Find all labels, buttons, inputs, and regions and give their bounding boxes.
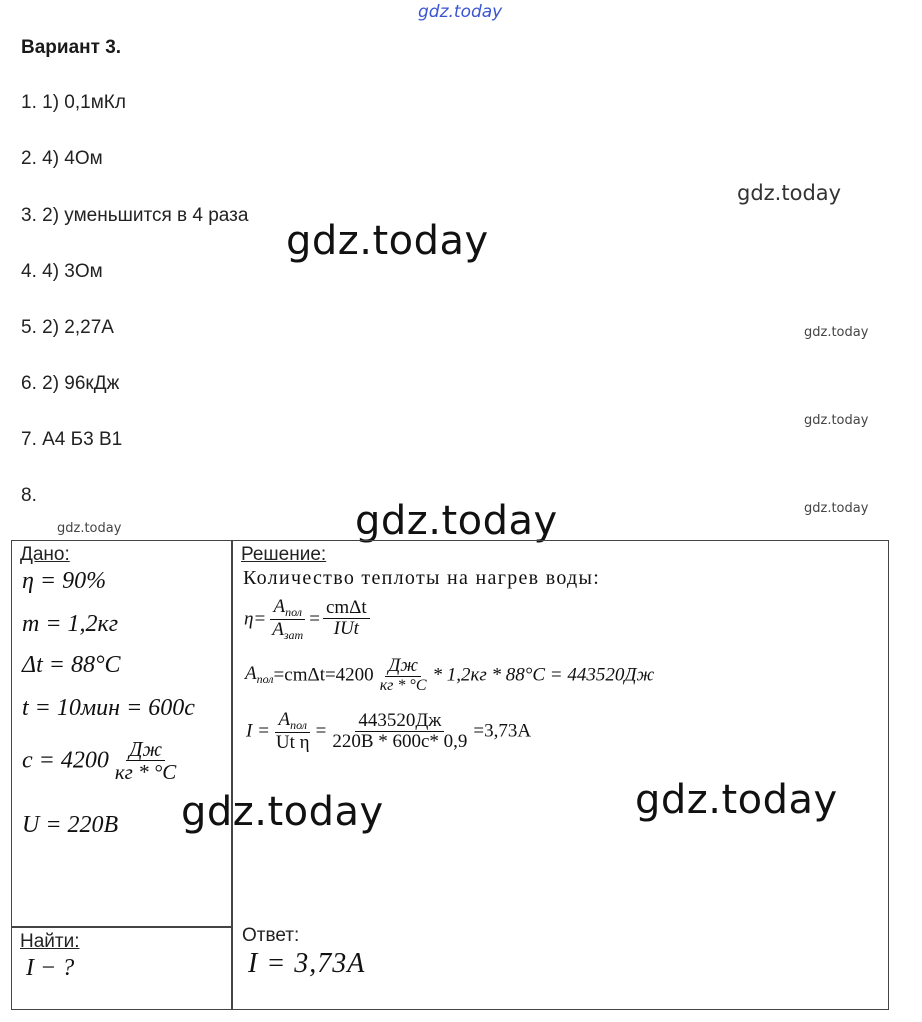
answer-label: Ответ: — [242, 925, 300, 946]
given-c-fraction — [112, 738, 179, 784]
formula-d-den: 220В * 600с* 0,9 — [332, 730, 468, 752]
formula-d-num: 443520Дж — [355, 711, 444, 732]
solution-label: Решение: — [241, 544, 327, 565]
answer-line: 5. 2) 2,27А — [21, 317, 114, 338]
find-label: Найти: — [20, 931, 80, 952]
watermark: gdz.today — [635, 777, 838, 823]
formula-unit-frac — [377, 656, 430, 695]
given-delta-t: Δt = 88°C — [22, 652, 121, 678]
formula-equals: = — [309, 608, 320, 630]
formula-a-den: A — [272, 618, 284, 640]
given-eta: η = 90% — [22, 568, 107, 594]
given-time: t = 10мин = 600с — [22, 695, 195, 721]
given-c-den: кг * °C — [114, 760, 177, 785]
formula-b-num: cmΔt — [323, 598, 370, 619]
answer-line: 1. 1) 0,1мКл — [21, 92, 126, 113]
formula-frac-a — [269, 597, 306, 642]
answer-line: 7. А4 Б3 В1 — [21, 429, 123, 450]
formula-b-den: IUt — [333, 618, 359, 640]
find-value: I − ? — [26, 955, 75, 981]
formula-useful-work — [245, 656, 654, 695]
watermark: gdz.today — [804, 325, 869, 340]
formula-frac-c — [273, 710, 313, 753]
formula-current — [246, 710, 531, 753]
formula-unit-den: кг * °C — [379, 676, 427, 694]
watermark: gdz.today — [737, 181, 842, 205]
answer-line: 4. 4) 3Ом — [21, 261, 103, 282]
watermark: gdz.today — [57, 521, 122, 536]
watermark-top: gdz.today — [418, 2, 503, 22]
formula-frac-b — [323, 598, 370, 640]
answer-line: 6. 2) 96кДж — [21, 373, 120, 394]
formula-efficiency — [244, 597, 373, 642]
formula-eta: η= — [244, 608, 267, 630]
formula-c-num: A — [278, 709, 291, 730]
watermark: gdz.today — [181, 789, 384, 835]
formula-unit-num: Дж — [385, 656, 421, 677]
formula-mid: =cmΔt=4200 — [273, 664, 374, 686]
formula-frac-d — [329, 711, 470, 753]
formula-sub: пол — [285, 605, 302, 619]
given-c-num: Дж — [126, 738, 165, 761]
given-heat-capacity — [22, 738, 182, 784]
formula-sub: пол — [290, 718, 308, 732]
formula-rest: * 1,2кг * 88°C = 443520Дж — [432, 664, 655, 686]
page-title: Вариант 3. — [21, 37, 122, 58]
given-c-left: c = 4200 — [22, 747, 109, 774]
solution-intro: Количество теплоты на нагрев воды: — [243, 567, 601, 589]
given-mass: m = 1,2кг — [22, 611, 119, 637]
answer-line: 8. — [21, 485, 37, 506]
watermark: gdz.today — [355, 498, 558, 544]
formula-equals: = — [315, 720, 327, 742]
formula-i: I = — [246, 720, 270, 742]
formula-sub: зат — [283, 627, 304, 642]
watermark: gdz.today — [804, 501, 869, 516]
answer-line: 3. 2) уменьшится в 4 раза — [21, 205, 249, 226]
formula-a: A — [245, 663, 257, 685]
formula-sub: пол — [256, 672, 274, 687]
given-label: Дано: — [20, 544, 70, 565]
formula-result: =3,73А — [473, 720, 532, 742]
given-voltage: U = 220В — [22, 812, 119, 838]
answer-value: I = 3,73A — [248, 948, 366, 979]
answer-line: 2. 4) 4Ом — [21, 148, 103, 169]
formula-c-den: Ut η — [275, 731, 310, 753]
given-cell — [11, 540, 233, 928]
watermark: gdz.today — [286, 218, 489, 264]
formula-a-num: A — [273, 596, 286, 617]
watermark: gdz.today — [804, 413, 869, 428]
